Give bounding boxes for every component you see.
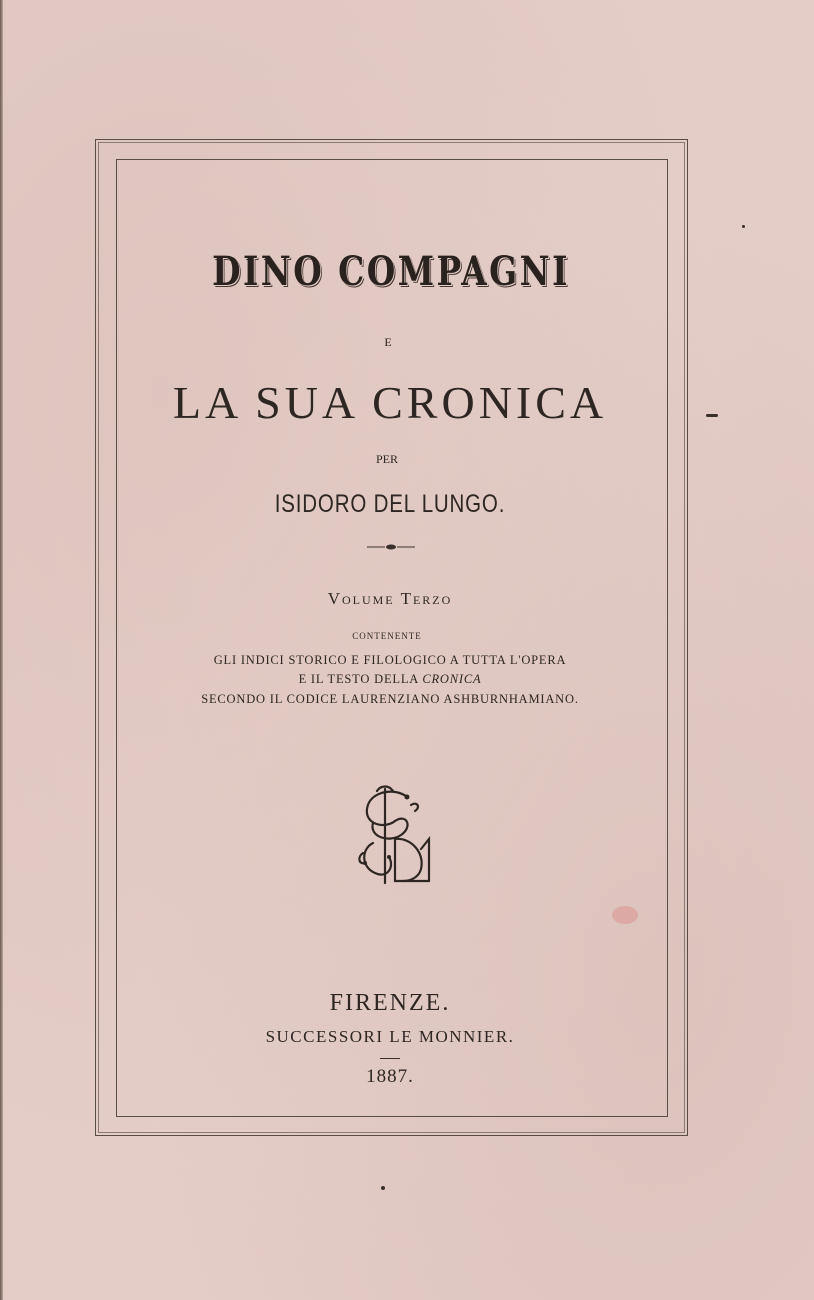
contents-line-2-italic: CRONICA bbox=[422, 672, 482, 686]
paper-stain bbox=[381, 1186, 385, 1190]
publication-city: FIRENZE. bbox=[329, 990, 451, 1016]
author-name: ISIDORO DEL LUNGO. bbox=[274, 490, 506, 518]
divider-rule bbox=[380, 1058, 400, 1059]
paper-stain bbox=[742, 225, 745, 228]
ornament-divider-icon bbox=[367, 543, 415, 551]
conjunction: E bbox=[384, 335, 392, 349]
contents-line-1: GLI INDICI STORICO E FILOLOGICO A TUTTA L'OPERA bbox=[213, 653, 567, 667]
publisher-monogram-icon bbox=[355, 783, 435, 887]
contents-label: CONTENENTE bbox=[352, 631, 422, 641]
publication-year: 1887. bbox=[366, 1066, 414, 1087]
contents-line-2-text: E IL TESTO DELLA bbox=[298, 672, 419, 686]
author-headline: DINO COMPAGNI bbox=[212, 248, 570, 295]
contents-line-3: SECONDO IL CODICE LAURENZIANO ASHBURNHAMIANO. bbox=[201, 692, 579, 706]
volume-label: Volume Terzo bbox=[327, 589, 453, 608]
book-title: LA SUA CRONICA bbox=[172, 377, 608, 428]
contents-line-2 bbox=[0, 672, 797, 687]
by-line: PER bbox=[375, 452, 398, 466]
page-edge bbox=[0, 0, 3, 1300]
publisher-name: SUCCESSORI LE MONNIER. bbox=[265, 1027, 515, 1046]
